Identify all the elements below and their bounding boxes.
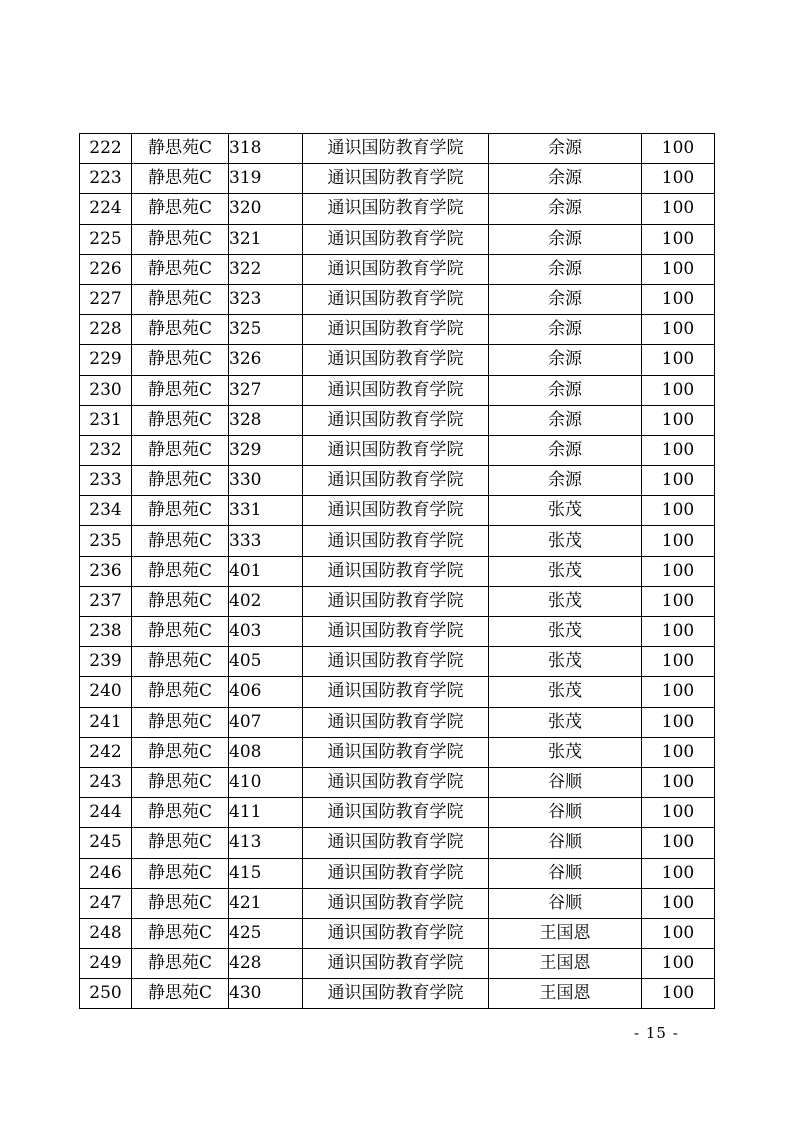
building-cell: 静思苑C xyxy=(132,858,229,888)
person-cell: 余源 xyxy=(489,254,642,284)
table-row xyxy=(80,345,715,375)
college-cell: 通识国防教育学院 xyxy=(303,586,489,616)
score-cell: 100 xyxy=(642,677,715,707)
college-cell: 通识国防教育学院 xyxy=(303,647,489,677)
row-number-cell: 234 xyxy=(80,496,132,526)
table-row xyxy=(80,164,715,194)
building-cell: 静思苑C xyxy=(132,767,229,797)
room-cell: 329 xyxy=(229,435,303,465)
row-number-cell: 233 xyxy=(80,466,132,496)
college-cell: 通识国防教育学院 xyxy=(303,949,489,979)
room-cell: 328 xyxy=(229,405,303,435)
person-cell: 余源 xyxy=(489,315,642,345)
row-number-cell: 223 xyxy=(80,164,132,194)
score-cell: 100 xyxy=(642,918,715,948)
college-cell: 通识国防教育学院 xyxy=(303,526,489,556)
table-body xyxy=(80,134,715,1009)
row-number-cell: 246 xyxy=(80,858,132,888)
row-number-cell: 241 xyxy=(80,707,132,737)
score-cell: 100 xyxy=(642,466,715,496)
building-cell: 静思苑C xyxy=(132,556,229,586)
room-cell: 406 xyxy=(229,677,303,707)
room-cell: 318 xyxy=(229,134,303,164)
person-cell: 余源 xyxy=(489,224,642,254)
row-number-cell: 230 xyxy=(80,375,132,405)
score-cell: 100 xyxy=(642,888,715,918)
college-cell: 通识国防教育学院 xyxy=(303,405,489,435)
building-cell: 静思苑C xyxy=(132,737,229,767)
building-cell: 静思苑C xyxy=(132,345,229,375)
building-cell: 静思苑C xyxy=(132,435,229,465)
table-row xyxy=(80,918,715,948)
row-number-cell: 237 xyxy=(80,586,132,616)
person-cell: 张茂 xyxy=(489,737,642,767)
score-cell: 100 xyxy=(642,134,715,164)
table-row xyxy=(80,375,715,405)
room-cell: 322 xyxy=(229,254,303,284)
score-cell: 100 xyxy=(642,194,715,224)
building-cell: 静思苑C xyxy=(132,466,229,496)
score-cell: 100 xyxy=(642,556,715,586)
college-cell: 通识国防教育学院 xyxy=(303,737,489,767)
room-cell: 421 xyxy=(229,888,303,918)
row-number-cell: 229 xyxy=(80,345,132,375)
row-number-cell: 245 xyxy=(80,828,132,858)
college-cell: 通识国防教育学院 xyxy=(303,828,489,858)
college-cell: 通识国防教育学院 xyxy=(303,496,489,526)
room-cell: 325 xyxy=(229,315,303,345)
table-row xyxy=(80,194,715,224)
dormitory-score-table xyxy=(79,133,715,1009)
person-cell: 余源 xyxy=(489,435,642,465)
building-cell: 静思苑C xyxy=(132,617,229,647)
row-number-cell: 228 xyxy=(80,315,132,345)
row-number-cell: 238 xyxy=(80,617,132,647)
building-cell: 静思苑C xyxy=(132,586,229,616)
college-cell: 通识国防教育学院 xyxy=(303,284,489,314)
table-row xyxy=(80,647,715,677)
building-cell: 静思苑C xyxy=(132,526,229,556)
room-cell: 428 xyxy=(229,949,303,979)
room-cell: 330 xyxy=(229,466,303,496)
building-cell: 静思苑C xyxy=(132,707,229,737)
person-cell: 谷顺 xyxy=(489,767,642,797)
college-cell: 通识国防教育学院 xyxy=(303,767,489,797)
room-cell: 331 xyxy=(229,496,303,526)
table-row xyxy=(80,677,715,707)
person-cell: 余源 xyxy=(489,466,642,496)
score-cell: 100 xyxy=(642,526,715,556)
score-cell: 100 xyxy=(642,858,715,888)
person-cell: 张茂 xyxy=(489,586,642,616)
row-number-cell: 235 xyxy=(80,526,132,556)
building-cell: 静思苑C xyxy=(132,194,229,224)
table-row xyxy=(80,586,715,616)
college-cell: 通识国防教育学院 xyxy=(303,858,489,888)
score-cell: 100 xyxy=(642,496,715,526)
row-number-cell: 224 xyxy=(80,194,132,224)
college-cell: 通识国防教育学院 xyxy=(303,224,489,254)
table-row xyxy=(80,949,715,979)
score-cell: 100 xyxy=(642,375,715,405)
table-row xyxy=(80,435,715,465)
college-cell: 通识国防教育学院 xyxy=(303,315,489,345)
room-cell: 413 xyxy=(229,828,303,858)
building-cell: 静思苑C xyxy=(132,828,229,858)
room-cell: 401 xyxy=(229,556,303,586)
row-number-cell: 227 xyxy=(80,284,132,314)
college-cell: 通识国防教育学院 xyxy=(303,164,489,194)
room-cell: 425 xyxy=(229,918,303,948)
table-row xyxy=(80,858,715,888)
table-row xyxy=(80,254,715,284)
person-cell: 王国恩 xyxy=(489,949,642,979)
row-number-cell: 231 xyxy=(80,405,132,435)
table-row xyxy=(80,707,715,737)
room-cell: 407 xyxy=(229,707,303,737)
college-cell: 通识国防教育学院 xyxy=(303,345,489,375)
row-number-cell: 248 xyxy=(80,918,132,948)
college-cell: 通识国防教育学院 xyxy=(303,194,489,224)
score-cell: 100 xyxy=(642,949,715,979)
room-cell: 319 xyxy=(229,164,303,194)
score-cell: 100 xyxy=(642,284,715,314)
score-cell: 100 xyxy=(642,617,715,647)
score-cell: 100 xyxy=(642,767,715,797)
room-cell: 405 xyxy=(229,647,303,677)
row-number-cell: 226 xyxy=(80,254,132,284)
building-cell: 静思苑C xyxy=(132,949,229,979)
building-cell: 静思苑C xyxy=(132,164,229,194)
row-number-cell: 242 xyxy=(80,737,132,767)
room-cell: 403 xyxy=(229,617,303,647)
score-cell: 100 xyxy=(642,586,715,616)
score-cell: 100 xyxy=(642,647,715,677)
person-cell: 余源 xyxy=(489,375,642,405)
building-cell: 静思苑C xyxy=(132,134,229,164)
college-cell: 通识国防教育学院 xyxy=(303,918,489,948)
person-cell: 张茂 xyxy=(489,647,642,677)
row-number-cell: 225 xyxy=(80,224,132,254)
person-cell: 张茂 xyxy=(489,707,642,737)
person-cell: 余源 xyxy=(489,194,642,224)
person-cell: 余源 xyxy=(489,284,642,314)
score-cell: 100 xyxy=(642,828,715,858)
room-cell: 320 xyxy=(229,194,303,224)
score-cell: 100 xyxy=(642,737,715,767)
row-number-cell: 247 xyxy=(80,888,132,918)
score-cell: 100 xyxy=(642,345,715,375)
person-cell: 谷顺 xyxy=(489,858,642,888)
table-row xyxy=(80,284,715,314)
table-row xyxy=(80,224,715,254)
college-cell: 通识国防教育学院 xyxy=(303,798,489,828)
room-cell: 321 xyxy=(229,224,303,254)
row-number-cell: 244 xyxy=(80,798,132,828)
college-cell: 通识国防教育学院 xyxy=(303,617,489,647)
row-number-cell: 232 xyxy=(80,435,132,465)
score-cell: 100 xyxy=(642,798,715,828)
person-cell: 张茂 xyxy=(489,617,642,647)
score-cell: 100 xyxy=(642,405,715,435)
person-cell: 余源 xyxy=(489,164,642,194)
table-row xyxy=(80,526,715,556)
row-number-cell: 222 xyxy=(80,134,132,164)
person-cell: 余源 xyxy=(489,405,642,435)
college-cell: 通识国防教育学院 xyxy=(303,707,489,737)
person-cell: 余源 xyxy=(489,134,642,164)
room-cell: 411 xyxy=(229,798,303,828)
building-cell: 静思苑C xyxy=(132,496,229,526)
building-cell: 静思苑C xyxy=(132,284,229,314)
college-cell: 通识国防教育学院 xyxy=(303,888,489,918)
score-cell: 100 xyxy=(642,979,715,1009)
building-cell: 静思苑C xyxy=(132,918,229,948)
building-cell: 静思苑C xyxy=(132,254,229,284)
score-cell: 100 xyxy=(642,707,715,737)
room-cell: 410 xyxy=(229,767,303,797)
building-cell: 静思苑C xyxy=(132,647,229,677)
score-cell: 100 xyxy=(642,315,715,345)
person-cell: 王国恩 xyxy=(489,979,642,1009)
room-cell: 415 xyxy=(229,858,303,888)
building-cell: 静思苑C xyxy=(132,798,229,828)
room-cell: 333 xyxy=(229,526,303,556)
room-cell: 408 xyxy=(229,737,303,767)
table-row xyxy=(80,315,715,345)
building-cell: 静思苑C xyxy=(132,224,229,254)
table-row xyxy=(80,767,715,797)
room-cell: 326 xyxy=(229,345,303,375)
college-cell: 通识国防教育学院 xyxy=(303,435,489,465)
score-cell: 100 xyxy=(642,164,715,194)
building-cell: 静思苑C xyxy=(132,315,229,345)
person-cell: 张茂 xyxy=(489,496,642,526)
row-number-cell: 249 xyxy=(80,949,132,979)
score-cell: 100 xyxy=(642,435,715,465)
building-cell: 静思苑C xyxy=(132,888,229,918)
person-cell: 谷顺 xyxy=(489,798,642,828)
building-cell: 静思苑C xyxy=(132,405,229,435)
person-cell: 张茂 xyxy=(489,526,642,556)
person-cell: 张茂 xyxy=(489,677,642,707)
college-cell: 通识国防教育学院 xyxy=(303,979,489,1009)
college-cell: 通识国防教育学院 xyxy=(303,254,489,284)
room-cell: 430 xyxy=(229,979,303,1009)
row-number-cell: 243 xyxy=(80,767,132,797)
table-row xyxy=(80,496,715,526)
room-cell: 323 xyxy=(229,284,303,314)
table-row xyxy=(80,828,715,858)
college-cell: 通识国防教育学院 xyxy=(303,375,489,405)
row-number-cell: 239 xyxy=(80,647,132,677)
table-row xyxy=(80,737,715,767)
college-cell: 通识国防教育学院 xyxy=(303,134,489,164)
table-row xyxy=(80,798,715,828)
room-cell: 327 xyxy=(229,375,303,405)
row-number-cell: 240 xyxy=(80,677,132,707)
row-number-cell: 250 xyxy=(80,979,132,1009)
college-cell: 通识国防教育学院 xyxy=(303,466,489,496)
table-row xyxy=(80,979,715,1009)
table-row xyxy=(80,617,715,647)
table-row xyxy=(80,405,715,435)
score-cell: 100 xyxy=(642,224,715,254)
table-row xyxy=(80,888,715,918)
table-row xyxy=(80,134,715,164)
person-cell: 王国恩 xyxy=(489,918,642,948)
room-cell: 402 xyxy=(229,586,303,616)
row-number-cell: 236 xyxy=(80,556,132,586)
table-row xyxy=(80,556,715,586)
person-cell: 谷顺 xyxy=(489,888,642,918)
building-cell: 静思苑C xyxy=(132,375,229,405)
person-cell: 余源 xyxy=(489,345,642,375)
college-cell: 通识国防教育学院 xyxy=(303,556,489,586)
person-cell: 张茂 xyxy=(489,556,642,586)
score-cell: 100 xyxy=(642,254,715,284)
page-number: - 15 - xyxy=(634,1024,679,1042)
college-cell: 通识国防教育学院 xyxy=(303,677,489,707)
person-cell: 谷顺 xyxy=(489,828,642,858)
building-cell: 静思苑C xyxy=(132,979,229,1009)
table-row xyxy=(80,466,715,496)
building-cell: 静思苑C xyxy=(132,677,229,707)
